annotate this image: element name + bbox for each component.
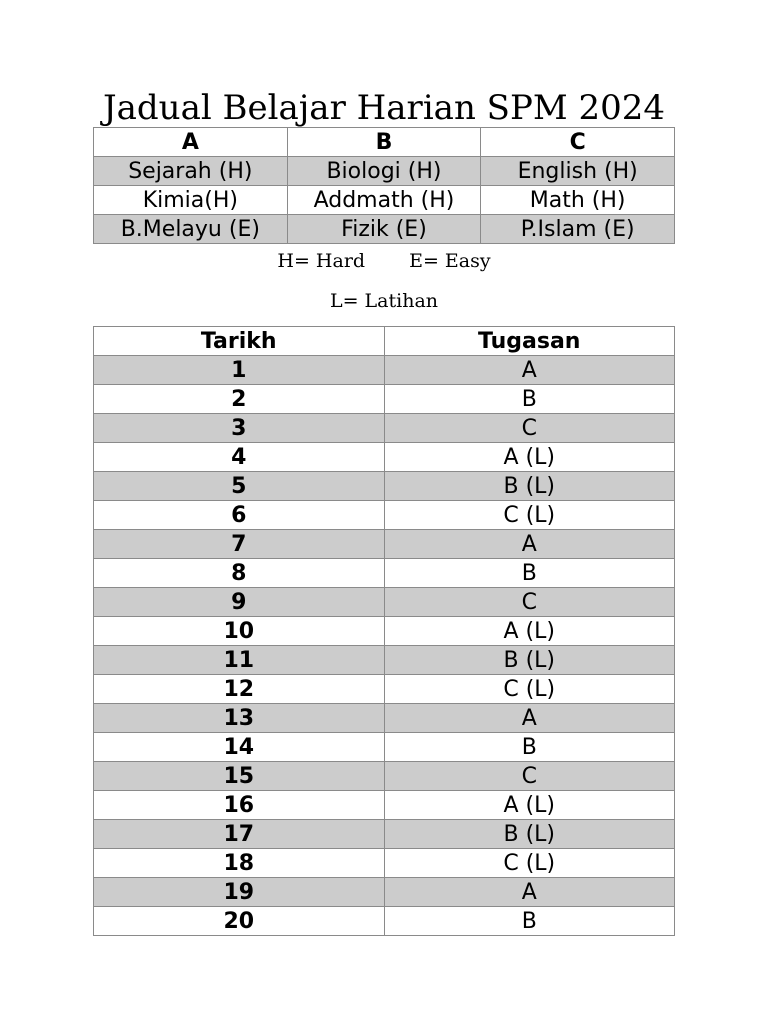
page-title: Jadual Belajar Harian SPM 2024 <box>103 88 665 128</box>
table-row <box>94 733 675 762</box>
table-row <box>94 385 675 414</box>
table-row <box>94 472 675 501</box>
tugasan-cell: C <box>384 414 675 443</box>
tarikh-cell: 17 <box>94 820 385 849</box>
group-c-header: C <box>481 128 675 157</box>
tarikh-cell: 10 <box>94 617 385 646</box>
subject-cell: Math (H) <box>481 186 675 215</box>
tarikh-cell: 13 <box>94 704 385 733</box>
subject-row <box>94 157 675 186</box>
table-row <box>94 588 675 617</box>
tarikh-cell: 7 <box>94 530 385 559</box>
table-row <box>94 762 675 791</box>
subject-cell: Kimia(H) <box>94 186 288 215</box>
tarikh-cell: 3 <box>94 414 385 443</box>
tugasan-cell: C <box>384 588 675 617</box>
subject-cell: Addmath (H) <box>287 186 481 215</box>
table-row <box>94 443 675 472</box>
tarikh-cell: 16 <box>94 791 385 820</box>
tugasan-cell: A (L) <box>384 791 675 820</box>
tarikh-cell: 15 <box>94 762 385 791</box>
group-a-header: A <box>94 128 288 157</box>
table-row <box>94 646 675 675</box>
tarikh-cell: 11 <box>94 646 385 675</box>
subject-group-table <box>93 127 675 244</box>
table-row <box>94 530 675 559</box>
tugasan-cell: B <box>384 907 675 936</box>
subject-cell: Biologi (H) <box>287 157 481 186</box>
table-row <box>94 617 675 646</box>
tugasan-cell: A (L) <box>384 443 675 472</box>
tugasan-cell: A (L) <box>384 617 675 646</box>
table-row <box>94 907 675 936</box>
tarikh-header: Tarikh <box>94 327 385 356</box>
table-row <box>94 414 675 443</box>
tarikh-cell: 12 <box>94 675 385 704</box>
tarikh-cell: 6 <box>94 501 385 530</box>
tugasan-cell: B <box>384 385 675 414</box>
table-row <box>94 501 675 530</box>
table-row <box>94 849 675 878</box>
table-row <box>94 356 675 385</box>
tugasan-cell: B (L) <box>384 820 675 849</box>
subject-row <box>94 215 675 244</box>
subject-cell: P.Islam (E) <box>481 215 675 244</box>
subject-cell: English (H) <box>481 157 675 186</box>
subject-cell: Fizik (E) <box>287 215 481 244</box>
tarikh-cell: 19 <box>94 878 385 907</box>
tarikh-cell: 2 <box>94 385 385 414</box>
subject-cell: B.Melayu (E) <box>94 215 288 244</box>
tarikh-cell: 20 <box>94 907 385 936</box>
schedule-body <box>94 356 675 936</box>
tugasan-cell: A <box>384 878 675 907</box>
schedule-table <box>93 326 675 936</box>
table-row <box>94 675 675 704</box>
tugasan-cell: A <box>384 704 675 733</box>
tugasan-cell: B (L) <box>384 472 675 501</box>
tugasan-cell: C (L) <box>384 849 675 878</box>
legend-hard: H= Hard <box>277 250 366 272</box>
tugasan-cell: B (L) <box>384 646 675 675</box>
tarikh-cell: 5 <box>94 472 385 501</box>
subject-header-row <box>94 128 675 157</box>
legend-latihan: L= Latihan <box>329 290 439 312</box>
tugasan-cell: A <box>384 530 675 559</box>
tugasan-cell: C <box>384 762 675 791</box>
legend-difficulty <box>0 249 768 273</box>
tarikh-cell: 8 <box>94 559 385 588</box>
table-row <box>94 820 675 849</box>
tugasan-cell: A <box>384 356 675 385</box>
legend-easy: E= Easy <box>409 250 491 272</box>
tugasan-cell: C (L) <box>384 675 675 704</box>
schedule-header-row <box>94 327 675 356</box>
tarikh-cell: 4 <box>94 443 385 472</box>
subject-cell: Sejarah (H) <box>94 157 288 186</box>
tarikh-cell: 1 <box>94 356 385 385</box>
subject-row <box>94 186 675 215</box>
tugasan-cell: B <box>384 559 675 588</box>
tugasan-cell: C (L) <box>384 501 675 530</box>
tarikh-cell: 9 <box>94 588 385 617</box>
table-row <box>94 704 675 733</box>
tarikh-cell: 14 <box>94 733 385 762</box>
group-b-header: B <box>287 128 481 157</box>
table-row <box>94 878 675 907</box>
table-row <box>94 791 675 820</box>
table-row <box>94 559 675 588</box>
tarikh-cell: 18 <box>94 849 385 878</box>
tugasan-cell: B <box>384 733 675 762</box>
tugasan-header: Tugasan <box>384 327 675 356</box>
